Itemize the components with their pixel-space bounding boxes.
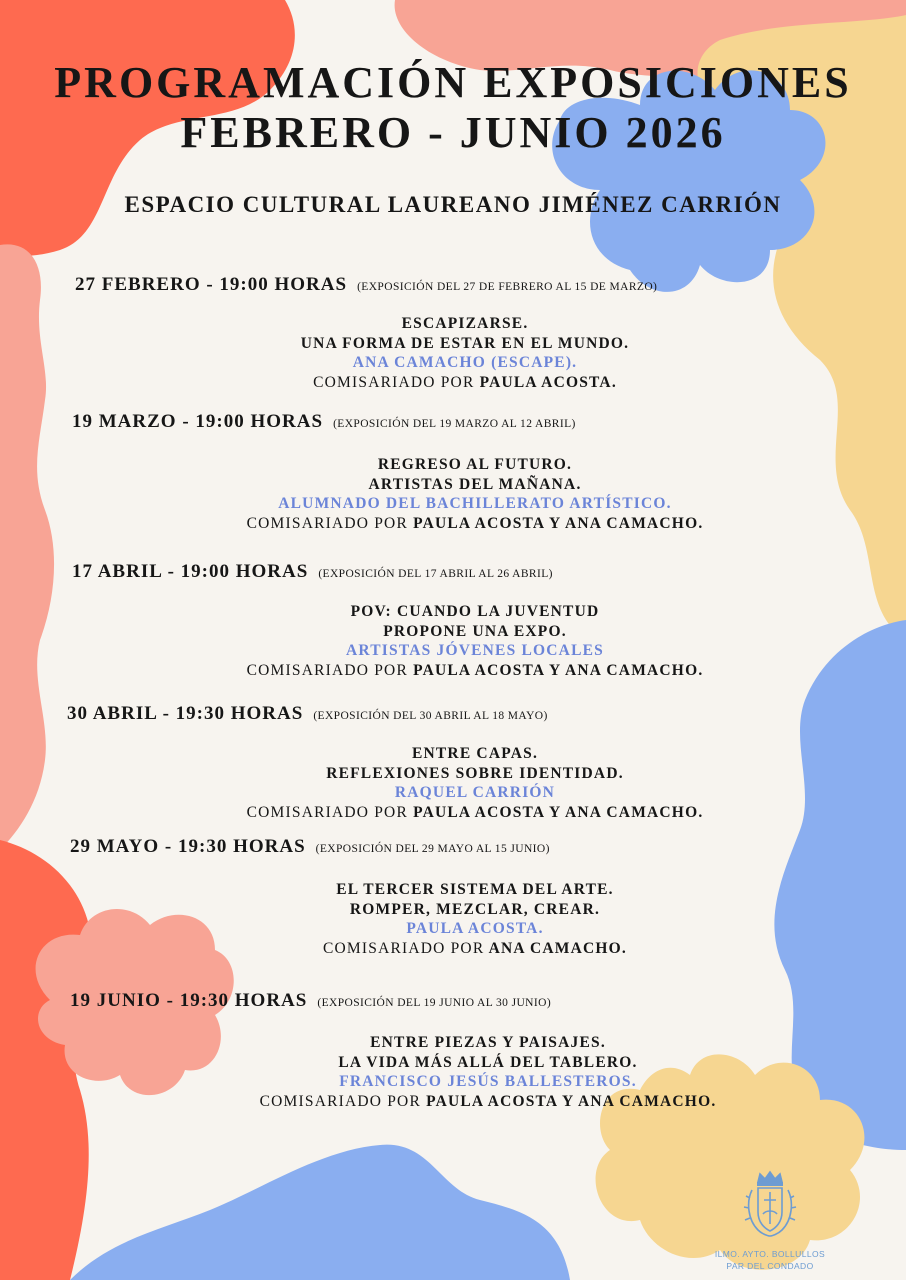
event-title: ENTRE CAPAS. [411,745,539,762]
event-title: REGRESO AL FUTURO. [377,456,573,473]
curator-name: PAULA ACOSTA Y ANA CAMACHO. [426,1092,717,1110]
event-range: (EXPOSICIÓN DEL 19 MARZO AL 12 ABRIL) [333,418,576,430]
curator-name: PAULA ACOSTA Y ANA CAMACHO. [413,514,704,532]
curator-name: PAULA ACOSTA. [479,373,617,391]
event-range: (EXPOSICIÓN DEL 30 ABRIL AL 18 MAYO) [313,710,548,722]
event-title: ARTISTAS DEL MAÑANA. [368,475,582,493]
event-date-line [72,561,553,583]
curator-label: COMISARIADO POR [313,373,475,391]
event-artist: FRANCISCO JESÚS BALLESTEROS. [339,1073,637,1091]
poster-title-line2: FEBRERO - JUNIO 2026 [180,108,726,157]
poster-title-line1: PROGRAMACIÓN EXPOSICIONES [54,58,852,107]
town-hall-caption-line2: PAR DEL CONDADO [726,1261,814,1271]
town-hall-logo [705,1170,835,1271]
event-date: 30 ABRIL - 19:30 HORAS [67,703,304,724]
event-date-line [75,274,657,296]
event-artist: RAQUEL CARRIÓN [394,784,556,802]
event-title: ESCAPIZARSE. [401,315,529,332]
event-title: ENTRE PIEZAS Y PAISAJES. [370,1034,606,1051]
event-details [235,455,715,533]
event-artist: ALUMNADO DEL BACHILLERATO ARTÍSTICO. [278,495,672,513]
event-range: (EXPOSICIÓN DEL 19 JUNIO AL 30 JUNIO) [317,997,552,1009]
event-artist: ANA CAMACHO (ESCAPE). [352,354,578,372]
event-range: (EXPOSICIÓN DEL 17 ABRIL AL 26 ABRIL) [318,568,553,580]
event-date: 29 MAYO - 19:30 HORAS [70,836,306,857]
event-date-line [67,703,548,725]
event-title: UNA FORMA DE ESTAR EN EL MUNDO. [300,334,630,352]
event-date-line [72,411,576,433]
event-title: ROMPER, MEZCLAR, CREAR. [349,900,601,918]
event-range: (EXPOSICIÓN DEL 29 MAYO AL 15 JUNIO) [315,843,550,855]
event-range: (EXPOSICIÓN DEL 27 DE FEBRERO AL 15 DE MARZO) [357,281,658,293]
event-date: 19 JUNIO - 19:30 HORAS [70,990,308,1011]
event-date-line [70,990,551,1012]
event-date: 17 ABRIL - 19:00 HORAS [72,561,309,582]
curator-name: PAULA ACOSTA Y ANA CAMACHO. [413,803,704,821]
town-hall-caption-line1: ILMO. AYTO. BOLLULLOS [714,1249,826,1259]
event-details [248,1033,728,1111]
event-artist: ARTISTAS JÓVENES LOCALES [346,642,604,660]
event-title: PROPONE UNA EXPO. [383,622,567,640]
venue-subtitle: ESPACIO CULTURAL LAUREANO JIMÉNEZ CARRIÓN [124,192,782,217]
event-title: REFLEXIONES SOBRE IDENTIDAD. [326,764,624,782]
event-title: POV: CUANDO LA JUVENTUD [350,603,600,620]
curator-label: COMISARIADO POR [259,1092,421,1110]
event-title: EL TERCER SISTEMA DEL ARTE. [336,881,614,898]
event-date-line [70,836,550,858]
curator-name: PAULA ACOSTA Y ANA CAMACHO. [413,661,704,679]
curator-label: COMISARIADO POR [322,939,485,957]
event-details [235,744,715,822]
event-details [235,602,715,680]
event-details [235,314,695,392]
event-details [235,880,715,958]
event-title: LA VIDA MÁS ALLÁ DEL TABLERO. [338,1053,638,1071]
event-artist: PAULA ACOSTA. [406,920,544,938]
town-coat-of-arms-icon [740,1170,800,1242]
event-date: 19 MARZO - 19:00 HORAS [72,411,324,432]
curator-name: ANA CAMACHO. [488,939,628,957]
event-date: 27 FEBRERO - 19:00 HORAS [75,274,348,295]
curator-label: COMISARIADO POR [246,661,408,679]
curator-label: COMISARIADO POR [246,803,408,821]
curator-label: COMISARIADO POR [246,514,408,532]
